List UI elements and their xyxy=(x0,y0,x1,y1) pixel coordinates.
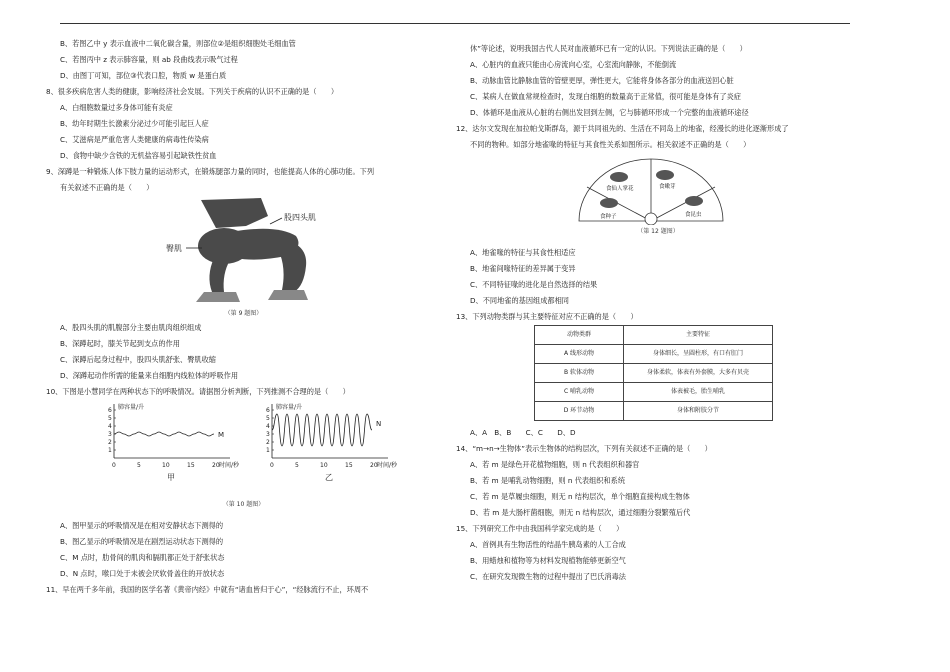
q15-option-b: B、用蜡烛和植物等为材料发现植物能够更新空气 xyxy=(470,556,626,565)
y-axis-label: 肺容量/升 xyxy=(118,404,145,411)
table-header-row xyxy=(535,326,773,345)
squat-illustration xyxy=(46,196,441,308)
label-cactus-flower: 食仙人掌花 xyxy=(606,186,634,192)
y-tick-label: 6 xyxy=(108,407,112,414)
q10-option-c: C、M 点时，肋骨间的肌肉和膈肌都正处于舒张状态 xyxy=(60,553,225,562)
table-cell: A 线形动物 xyxy=(535,345,624,364)
q15-stem: 15、下列研究工作中由我国科学家完成的是（ ） xyxy=(456,524,624,533)
x-tick-label: 5 xyxy=(137,462,141,469)
y-tick-label: 5 xyxy=(108,415,112,422)
q9-option-a: A、股四头肌的肌腹部分主要由肌肉组织组成 xyxy=(60,323,202,332)
table-row xyxy=(535,402,773,421)
q10-figure xyxy=(46,400,441,492)
table-cell: 体表被毛，胎生哺乳 xyxy=(624,383,773,402)
x-axis-label: 时间/秒 xyxy=(377,462,398,469)
q9-stem-1: 9、深蹲是一种锻炼人体下肢力量的运动形式，在锻炼腿部力量的同时，也能提高人体的心肺功能。下列 xyxy=(46,167,375,176)
q8-stem: 8、很多疾病危害人类的健康，影响经济社会发展。下列关于疾病的认识不正确的是（ ） xyxy=(46,87,339,96)
q10-option-a: A、图甲显示的呼吸情况是在相对安静状态下测得的 xyxy=(60,521,224,530)
x-tick-label: 0 xyxy=(270,462,274,469)
q14-option-a: A、若 m 是绿色开花植物细胞，则 n 代表组织和器官 xyxy=(470,460,640,469)
y-tick-label: 1 xyxy=(108,447,112,454)
q8-option-a: A、白细胞数量过多身体可能有炎症 xyxy=(60,103,173,112)
y-tick-label: 3 xyxy=(108,431,112,438)
q7-option-b: B、若图乙中 y 表示血液中二氧化碳含量，则部位②是组织细胞处毛细血管 xyxy=(60,39,296,48)
q14-option-d: D、若 m 是大肠杆菌细胞，则无 n 结构层次，通过细胞分裂繁殖后代 xyxy=(470,508,691,517)
table-cell: 身体柔软，体表有外套膜，大多有贝壳 xyxy=(624,364,773,383)
q10-option-d: D、N 点时，喉口处于未被会厌软骨盖住的开放状态 xyxy=(60,569,225,578)
x-axis-label: 时间/秒 xyxy=(219,462,240,469)
x-tick-label: 10 xyxy=(162,462,170,469)
breathing-chart-b xyxy=(256,400,416,492)
table-header-cell: 主要特征 xyxy=(624,326,773,345)
q11-option-d: D、体循环是血液从心脏的右侧出发回到左侧，它与肺循环形成一个完整的血液循环途径 xyxy=(470,108,749,117)
q13-answers: A、A B、B C、C D、D xyxy=(470,428,576,437)
q9-option-d: D、深蹲起动作所需的能量来自细胞内线粒体的呼吸作用 xyxy=(60,371,239,380)
y-tick-label: 4 xyxy=(108,423,112,430)
q9-stem-2: 有关叙述不正确的是（ ） xyxy=(60,183,154,192)
x-tick-label: 0 xyxy=(112,462,116,469)
table-cell: C 哺乳动物 xyxy=(535,383,624,402)
table-row xyxy=(535,383,773,402)
q9-caption: （第 9 题图） xyxy=(224,310,263,317)
q15-option-c: C、在研究发现微生物的过程中提出了巴氏消毒法 xyxy=(470,572,626,581)
q13-stem: 13、下列动物类群与其主要特征对应不正确的是（ ） xyxy=(456,312,638,321)
q14-stem: 14、“m→n→生物体”表示生物体的结构层次，下列有关叙述不正确的是（ ） xyxy=(456,444,712,453)
breathing-series-line xyxy=(272,414,372,446)
table-row xyxy=(535,345,773,364)
y-axis-label: 肺容量/升 xyxy=(276,404,303,411)
chart-name: 甲 xyxy=(167,473,175,482)
q10-option-b: B、图乙显示的呼吸情况是在剧烈运动状态下测得的 xyxy=(60,537,224,546)
q10-stem: 10、下图是小慧同学在两种状态下的呼吸情况。请据图分析判断，下列推测不合理的是（ ） xyxy=(46,387,350,396)
x-tick-label: 15 xyxy=(345,462,353,469)
q10-caption: （第 10 题图） xyxy=(222,501,265,508)
q12-caption: （第 12 题图） xyxy=(637,228,679,235)
y-tick-label: 2 xyxy=(266,439,270,446)
table-row xyxy=(535,364,773,383)
y-tick-label: 4 xyxy=(266,423,270,430)
q9-option-b: B、深蹲起时，膝关节起到支点的作用 xyxy=(60,339,180,348)
q7-option-c: C、若图丙中 z 表示肺容量，则 ab 段曲线表示吸气过程 xyxy=(60,55,238,64)
table-cell: B 软体动物 xyxy=(535,364,624,383)
q12-option-b: B、地雀间喙特征的差异属于变异 xyxy=(470,264,576,273)
label-gluteus: 臀肌 xyxy=(166,244,182,253)
table-cell: 身体细长，呈圆柱形，有口有肛门 xyxy=(624,345,773,364)
x-tick-label: 5 xyxy=(295,462,299,469)
left-column xyxy=(46,36,441,598)
q9-figure xyxy=(46,196,441,308)
q12-stem-1: 12、达尔文发现在加拉帕戈斯群岛，源于共同祖先的、生活在不同岛上的地雀，经漫长的进化逐渐形成了 xyxy=(456,124,789,133)
q8-option-d: D、食物中缺少含铁的无机盐容易引起缺铁性贫血 xyxy=(60,151,217,160)
label-buds: 食嫩芽 xyxy=(659,184,676,190)
q8-option-b: B、幼年时期生长激素分泌过少可能引起巨人症 xyxy=(60,119,209,128)
q12-stem-2: 不同的物种。如部分地雀喙的特征与其食性关系如图所示。相关叙述不正确的是（ ） xyxy=(470,140,751,149)
q11-option-c: C、某病人在做血常规检查时，发现白细胞的数量高于正常值，很可能是身体有了炎症 xyxy=(470,92,741,101)
q12-option-d: D、不同地雀的基因组成都相同 xyxy=(470,296,569,305)
y-tick-label: 1 xyxy=(266,447,270,454)
q8-option-c: C、艾滋病是严重危害人类健康的病毒性传染病 xyxy=(60,135,209,144)
y-tick-label: 5 xyxy=(266,415,270,422)
label-quadriceps: 股四头肌 xyxy=(284,213,316,222)
q11-stem: 11、早在两千多年前，我国的医学名著《黄帝内经》中就有“诸血皆归于心”，“经脉流行不止，环周不 xyxy=(46,585,369,594)
q15-option-a: A、首例具有生物活性的结晶牛胰岛素的人工合成 xyxy=(470,540,626,549)
point-annotation: N xyxy=(376,420,382,428)
finch-beak-diagram xyxy=(456,153,860,225)
q7-option-d: D、由图丁可知，部位③代表口腔，物质 w 是蛋白质 xyxy=(60,71,227,80)
q13-table xyxy=(534,325,773,421)
x-tick-label: 20 xyxy=(212,462,220,469)
q11-option-a: A、心脏内的血液只能由心房流向心室，心室流向静脉，不能倒流 xyxy=(470,60,677,69)
q14-option-b: B、若 m 是哺乳动物细胞，则 n 代表组织和系统 xyxy=(470,476,626,485)
q12-option-a: A、地雀喙的特征与其食性相适应 xyxy=(470,248,576,257)
breathing-series-line xyxy=(114,432,214,436)
x-tick-label: 15 xyxy=(187,462,195,469)
label-insects: 食昆虫 xyxy=(685,212,702,218)
q14-option-c: C、若 m 是草履虫细胞，则无 n 结构层次，单个细胞直接构成生物体 xyxy=(470,492,690,501)
top-rule xyxy=(60,23,850,24)
q11-option-b: B、动脉血管比静脉血管的管壁更厚，弹性更大，它能将身体各部分的血液送回心脏 xyxy=(470,76,734,85)
breathing-chart-a xyxy=(98,400,258,492)
chart-name: 乙 xyxy=(325,473,333,482)
y-tick-label: 2 xyxy=(108,439,112,446)
x-tick-label: 10 xyxy=(320,462,328,469)
q12-figure xyxy=(456,153,860,225)
table-header-cell: 动物类群 xyxy=(535,326,624,345)
q11-stem-continued: 休”等论述，说明我国古代人民对血液循环已有一定的认识。下列说法正确的是（ ） xyxy=(470,44,747,53)
q9-option-c: C、深蹲后起身过程中，股四头肌舒张、臀肌收缩 xyxy=(60,355,216,364)
q12-option-c: C、不同特征喙的进化是自然选择的结果 xyxy=(470,280,598,289)
label-seeds: 食种子 xyxy=(600,214,617,220)
y-tick-label: 3 xyxy=(266,431,270,438)
point-annotation: M xyxy=(218,431,225,439)
table-cell: D 环节动物 xyxy=(535,402,624,421)
y-tick-label: 6 xyxy=(266,407,270,414)
table-cell: 身体和附肢分节 xyxy=(624,402,773,421)
right-column xyxy=(456,41,860,585)
x-tick-label: 20 xyxy=(370,462,378,469)
